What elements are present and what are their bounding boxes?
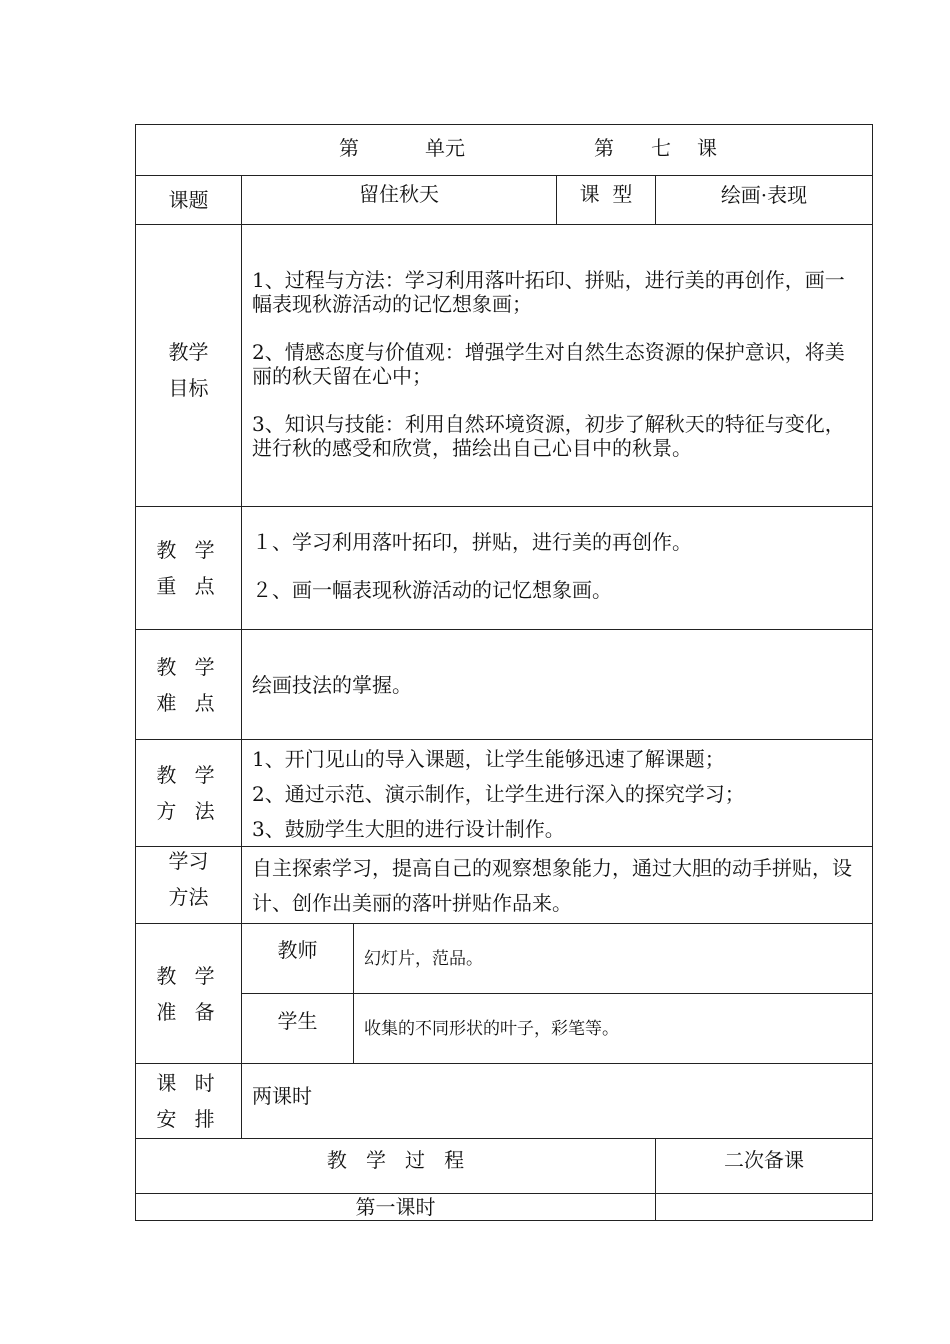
methods-label-line1: 教 学 xyxy=(156,763,221,787)
key-points-label-line1: 教 学 xyxy=(156,538,221,562)
teacher-value xyxy=(353,923,873,994)
learning-methods-label-line1: 学习 xyxy=(168,849,209,873)
schedule-label-line2: 安 排 xyxy=(156,1107,221,1131)
preparation-label-line1: 教 学 xyxy=(156,963,221,988)
objectives-label-line1: 教学 xyxy=(168,339,209,364)
objective-item: 3、知识与技能：利用自然环境资源，初步了解秋天的特征与变化，进行秋的感受和欣赏，描绘出自己心目中的秋景。 xyxy=(252,412,845,460)
teacher-label xyxy=(241,923,354,994)
difficulties-label-line2: 难 点 xyxy=(156,690,221,715)
teacher-value-text: 幻灯片，范品。 xyxy=(364,948,483,969)
methods-label xyxy=(135,739,242,847)
schedule-label-line1: 课 时 xyxy=(156,1071,221,1095)
first-period-notes xyxy=(655,1193,873,1221)
student-value xyxy=(353,993,873,1064)
difficulties-content xyxy=(241,629,873,740)
methods-content xyxy=(241,739,873,847)
second-prep xyxy=(655,1138,873,1194)
key-points-content xyxy=(241,506,873,630)
student-label-text: 学生 xyxy=(277,1009,318,1033)
unit-prefix: 第 xyxy=(339,136,359,160)
topic-label-text: 课题 xyxy=(168,188,209,212)
difficulties-label xyxy=(135,629,242,740)
method-item: 1、开门见山的导入课题，让学生能够迅速了解课题； xyxy=(252,747,725,771)
schedule-content xyxy=(241,1063,873,1139)
teacher-label-text: 教师 xyxy=(277,938,318,962)
objectives-label-line2: 目标 xyxy=(168,375,209,400)
lesson-type-label-text: 课 型 xyxy=(579,182,633,206)
objective-item: 1、过程与方法：学习利用落叶拓印、拼贴，进行美的再创作，画一幅表现秋游活动的记忆想象画； xyxy=(252,268,845,316)
preparation-label-line2: 准 备 xyxy=(156,999,221,1024)
lesson-type-label xyxy=(556,175,656,225)
header-row xyxy=(135,124,873,176)
key-points-label xyxy=(135,506,242,630)
topic-value xyxy=(241,175,557,225)
lesson-number: 七 xyxy=(651,136,671,160)
lesson-type-value-text: 绘画·表现 xyxy=(720,183,808,207)
key-points-label-line2: 重 点 xyxy=(156,574,221,598)
first-period xyxy=(135,1193,656,1221)
objectives-content xyxy=(241,224,873,507)
methods-label-line2: 方 法 xyxy=(156,799,221,823)
difficulties-label-line1: 教 学 xyxy=(156,654,221,679)
difficulties-text: 绘画技法的掌握。 xyxy=(252,672,412,697)
learning-methods-content xyxy=(241,846,873,924)
topic-value-text: 留住秋天 xyxy=(359,182,439,206)
lesson-suffix: 课 xyxy=(697,136,717,160)
method-item: 2、通过示范、演示制作，让学生进行深入的探究学习； xyxy=(252,782,745,806)
student-label xyxy=(241,993,354,1064)
learning-methods-text: 自主探索学习，提高自己的观察想象能力，通过大胆的动手拼贴，设计、创作出美丽的落叶拼贴作品来。 xyxy=(252,856,852,915)
process-title xyxy=(135,1138,656,1194)
schedule-label xyxy=(135,1063,242,1139)
unit-suffix: 单元 xyxy=(425,136,465,160)
student-value-text: 收集的不同形状的叶子，彩笔等。 xyxy=(364,1018,619,1039)
process-title-text: 教 学 过 程 xyxy=(326,1148,465,1172)
topic-label xyxy=(135,175,242,225)
lesson-prefix: 第 xyxy=(594,136,614,160)
objectives-label xyxy=(135,224,242,507)
learning-methods-label xyxy=(135,846,242,924)
second-prep-text: 二次备课 xyxy=(724,1148,804,1172)
key-point-item: １、学习利用落叶拓印，拼贴，进行美的再创作。 xyxy=(252,530,692,554)
objective-item: 2、情感态度与价值观：增强学生对自然生态资源的保护意识，将美丽的秋天留在心中； xyxy=(252,340,845,388)
learning-methods-label-line2: 方法 xyxy=(168,885,209,909)
key-point-item: ２、画一幅表现秋游活动的记忆想象画。 xyxy=(252,578,612,602)
first-period-text: 第一课时 xyxy=(355,1195,436,1219)
lesson-type-value xyxy=(655,175,873,225)
method-item: 3、鼓励学生大胆的进行设计制作。 xyxy=(252,817,565,841)
schedule-value-text: 两课时 xyxy=(252,1084,312,1108)
preparation-label xyxy=(135,923,242,1064)
